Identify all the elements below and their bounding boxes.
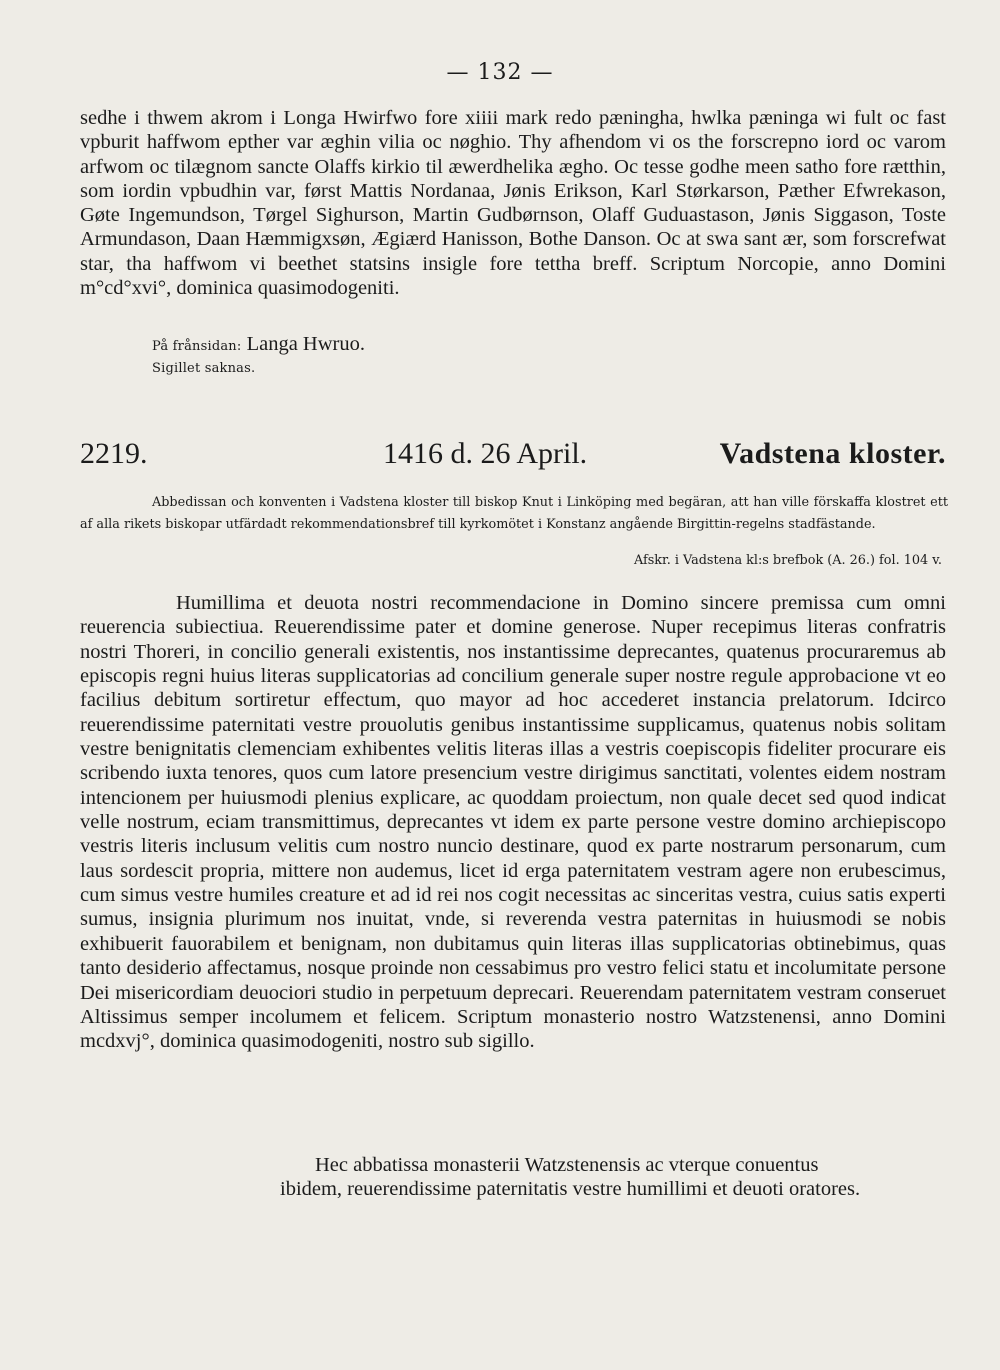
continuation-text: sedhe i thwem akrom i Longa Hwirfwo fore xiiii mark redo pæningha, hwlka pæninga wi fult oc fast vpburit haffwom epther var æghin vilia oc nøghio. Thy afhendom vi os the forscrepno iord oc varom arfwom oc tilægnom sancte Olaffs kirkio til æwerdhelika ægho. Oc tesse godhe meen satho fore rætthin, som iordin vpbudhin var, først Mattis Nordanaa, Jønis Erikson, Karl Størkarson, Pæther Efwrekason, Gøte Ingemundson, Tørgel Sighurson, Martin Gudbørnson, Olaff Guduastason, Jønis Siggason, Toste Armundason, Daan Hæmmigxsøn, Ægiærd Hanisson, Bothe Danson. Oc at swa sant ær, som forscrefwat star, tha haffwom vi beethet statsins insigle fore tettha breff. Scriptum Norcopie, anno Domini m°cd°xvi°, dominica quasimodogeniti. bbox=[80, 107, 946, 300]
document-summary: Abbedissan och konventen i Vadstena kloster till biskop Knut i Linköping med begäran, att han ville förskaffa klostret ett af alla rikets biskopar utfärdadt rekommendationsbref till kyrkomötet i Konstanz angående Birgittin-regelns stadfästande. bbox=[80, 495, 948, 532]
page-number: — 132 — bbox=[446, 60, 554, 85]
document-date: 1416 d. 26 April. bbox=[383, 437, 588, 470]
document-heading bbox=[80, 437, 946, 477]
archive-reference: Afskr. i Vadstena kl:s brefbok (A. 26.) fol. 104 v. bbox=[633, 553, 942, 568]
document-number: 2219. bbox=[80, 437, 148, 470]
closing-line-1: Hec abbatissa monasterii Watzstenensis ac vterque conuentus bbox=[315, 1154, 819, 1176]
closing-formula bbox=[80, 1153, 946, 1202]
reverse-inscription bbox=[152, 333, 942, 356]
reverse-label: På frånsidan: bbox=[152, 339, 242, 354]
document-body: Humillima et deuota nostri recommendacione in Domino sincere premissa cum omni reuerencia subiectiua. Reuerendissime pater et domine generose. Nuper recepimus literas confratris nostri Thoreri, in concilio generali existentis, nos instantissime deprecantes, quatenus procuraremus ab episcopis regni huius literas supplicatorias ad concilium generale super nostre regule approbacione vt eo facilius debitum sortiretur effectum, quo mayor ad hoc accederet instancia prelatorum. Idcirco reuerendissime paternitati vestre prouolutis genibus instantissime supplicamus, quatenus nobis solitam vestre benignitatis clemenciam exhibentes velitis literas illas a vestris coepiscopis fideliter procurare eis scribendo iuxta tenores, quos cum latore presencium vestre dirigimus sanctitati, volentes eidem nostram intencionem per huiusmodi plenius explicare, ac quoddam proiectum, non quale decet sed quod indicat velle nostrum, eciam transmittimus, deprecantes vt idem ex parte persone vestre domino archiepiscopo vestris literis inclusum velitis cum nostro nuncio destinare, quod ex parte nostrarum personarum, cum laus sordescit propria, mittere non audemus, licet id erga paternitatem vestram agere non erubescimus, cum simus vestre humiles creature et ad id rei nos cogit necessitas ac sinceritas vestra, cuius satis experti sumus, insignia plurimum nos inuitat, vnde, si reverenda vestra paternitas in huiusmodi se nobis exhibuerit fauorabilem et benignam, non dubitamus quin literas illas supplicatorias obtinebimus, quas tanto desiderio affectamus, nosque proinde non cessabimus pro vestro felici statu et incolumitate persone Dei misericordiam deuociori studio in perpetuum deprecari. Reuerendam paternitatem vestram conseruet Altissimus semper incolumem et felicem. Scriptum monasterio nostro Watzstenensi, anno Domini mcdxvj°, dominica quasimodogeniti, nostro sub sigillo. bbox=[80, 592, 946, 1053]
document-place: Vadstena kloster. bbox=[719, 437, 946, 470]
closing-line-2: ibidem, reuerendissime paternitatis vestre humillimi et deuoti oratores. bbox=[280, 1178, 861, 1201]
reverse-text: Langa Hwruo. bbox=[246, 333, 365, 355]
seal-note: Sigillet saknas. bbox=[152, 361, 256, 376]
